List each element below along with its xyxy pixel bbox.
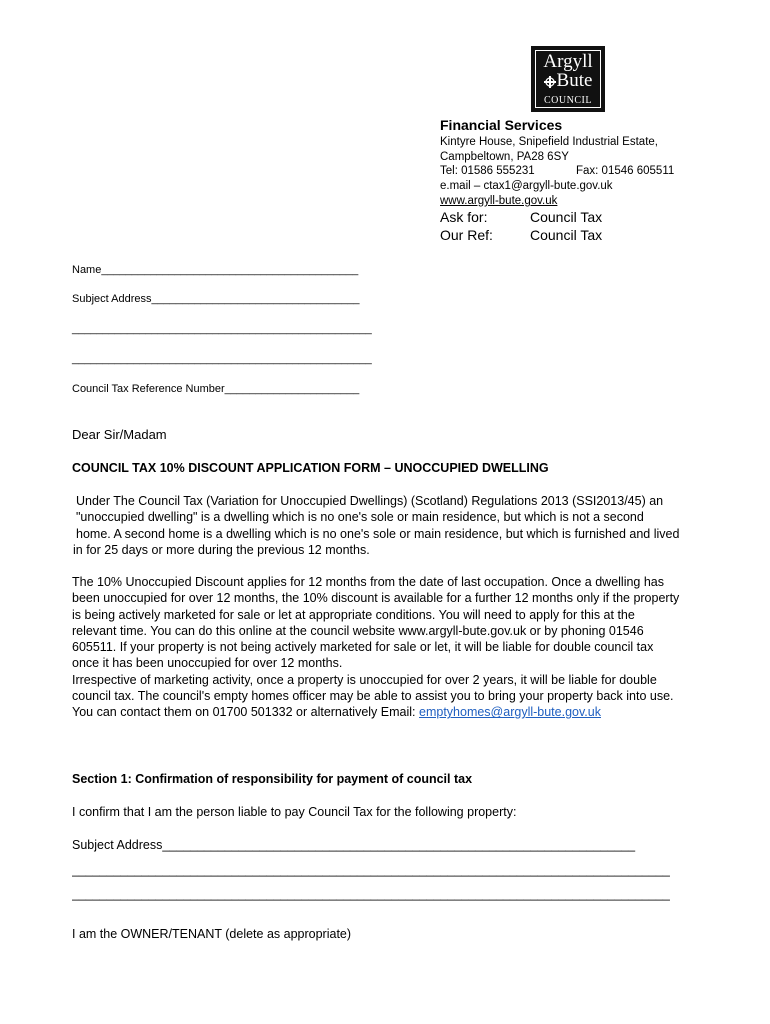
paragraph-2: The 10% Unoccupied Discount applies for 12 months from the date of last occupation. Once a dwelling has been unoccupied for over 12 months, the 10% discount is available for a further 12 months only if the property is being actively marketed for sale or let at appropriate conditions. You will need to apply for this at the relevant time. You can do this online at the council website www.argyll-bute.gov.uk or by phoning 01546 605511. If your property is not being actively marketed for sale or let, it will be liable for double council tax once it has been unoccupied for over 12 months. Irrespective of marketing activity, once a property is unoccupied for over 2 years, it will be liable for double council tax. The council's empty homes officer may be able to assist you to bring your property back into use. You can contact them on 01700 501332 or alternatively Email: emptyhomes@argyll-bute.gov.uk xyxy=(72,575,680,720)
form-heading: COUNCIL TAX 10% DISCOUNT APPLICATION FORM – UNOCCUPIED DWELLING xyxy=(72,461,549,475)
salutation: Dear Sir/Madam xyxy=(72,427,167,442)
celtic-cross-icon xyxy=(544,76,556,88)
section-1-title: Section 1: Confirmation of responsibility for payment of council tax xyxy=(72,772,473,786)
our-ref-row xyxy=(440,227,602,244)
section-1-subject-address-field[interactable]: Subject Address____________________________________________________________________ xyxy=(72,838,636,852)
address-blank-line-1[interactable]: _________________________________________________ xyxy=(72,323,372,335)
argyll-bute-council-logo xyxy=(531,46,605,112)
our-ref-value: Council Tax xyxy=(530,227,603,243)
ask-for-row xyxy=(440,209,602,226)
address-line-2: Campbeltown, PA28 6SY xyxy=(440,151,569,163)
logo-word-argyll: Argyll xyxy=(543,51,593,72)
empty-homes-email-link[interactable]: emptyhomes@argyll-bute.gov.uk xyxy=(419,705,601,720)
subject-address-field[interactable]: Subject Address__________________________________ xyxy=(72,293,360,305)
paragraph-1: Under The Council Tax (Variation for Unoccupied Dwellings) (Scotland) Regulations 2013 (SSI2013/45) an "unoccupied dwelling" is a dwelling which is no one's sole or main residence, but which is not a second home. A second home is a dwelling which is no one's sole or main residence, but which is furnished and lived in for 25 days or more during the previous 12 months. xyxy=(73,494,680,557)
confirm-statement: I confirm that I am the person liable to pay Council Tax for the following property: xyxy=(72,805,517,819)
telephone: Tel: 01586 555231 xyxy=(440,165,535,177)
owner-tenant-statement: I am the OWNER/TENANT (delete as appropriate) xyxy=(72,927,352,941)
address-blank-line-2[interactable]: _________________________________________________ xyxy=(72,353,372,365)
section-1-blank-line-1[interactable]: ______________________________________________________________________________________ xyxy=(72,863,670,877)
email-address: e.mail – ctax1@argyll-bute.gov.uk xyxy=(440,180,613,192)
ask-for-label: Ask for: xyxy=(440,209,488,225)
address-line-1: Kintyre House, Snipefield Industrial Estate, xyxy=(440,136,658,148)
department-title: Financial Services xyxy=(440,117,563,133)
website-link[interactable]: www.argyll-bute.gov.uk xyxy=(440,195,558,207)
ask-for-value: Council Tax xyxy=(530,209,603,225)
name-field[interactable]: Name__________________________________________ xyxy=(72,264,359,276)
reference-number-field[interactable]: Council Tax Reference Number______________________ xyxy=(72,383,360,395)
logo-word-council: COUNCIL xyxy=(544,95,592,106)
fax: Fax: 01546 605511 xyxy=(576,165,675,177)
logo-word-bute: Bute xyxy=(533,71,603,90)
section-1-blank-line-2[interactable]: ______________________________________________________________________________________ xyxy=(72,887,670,901)
our-ref-label: Our Ref: xyxy=(440,227,493,243)
